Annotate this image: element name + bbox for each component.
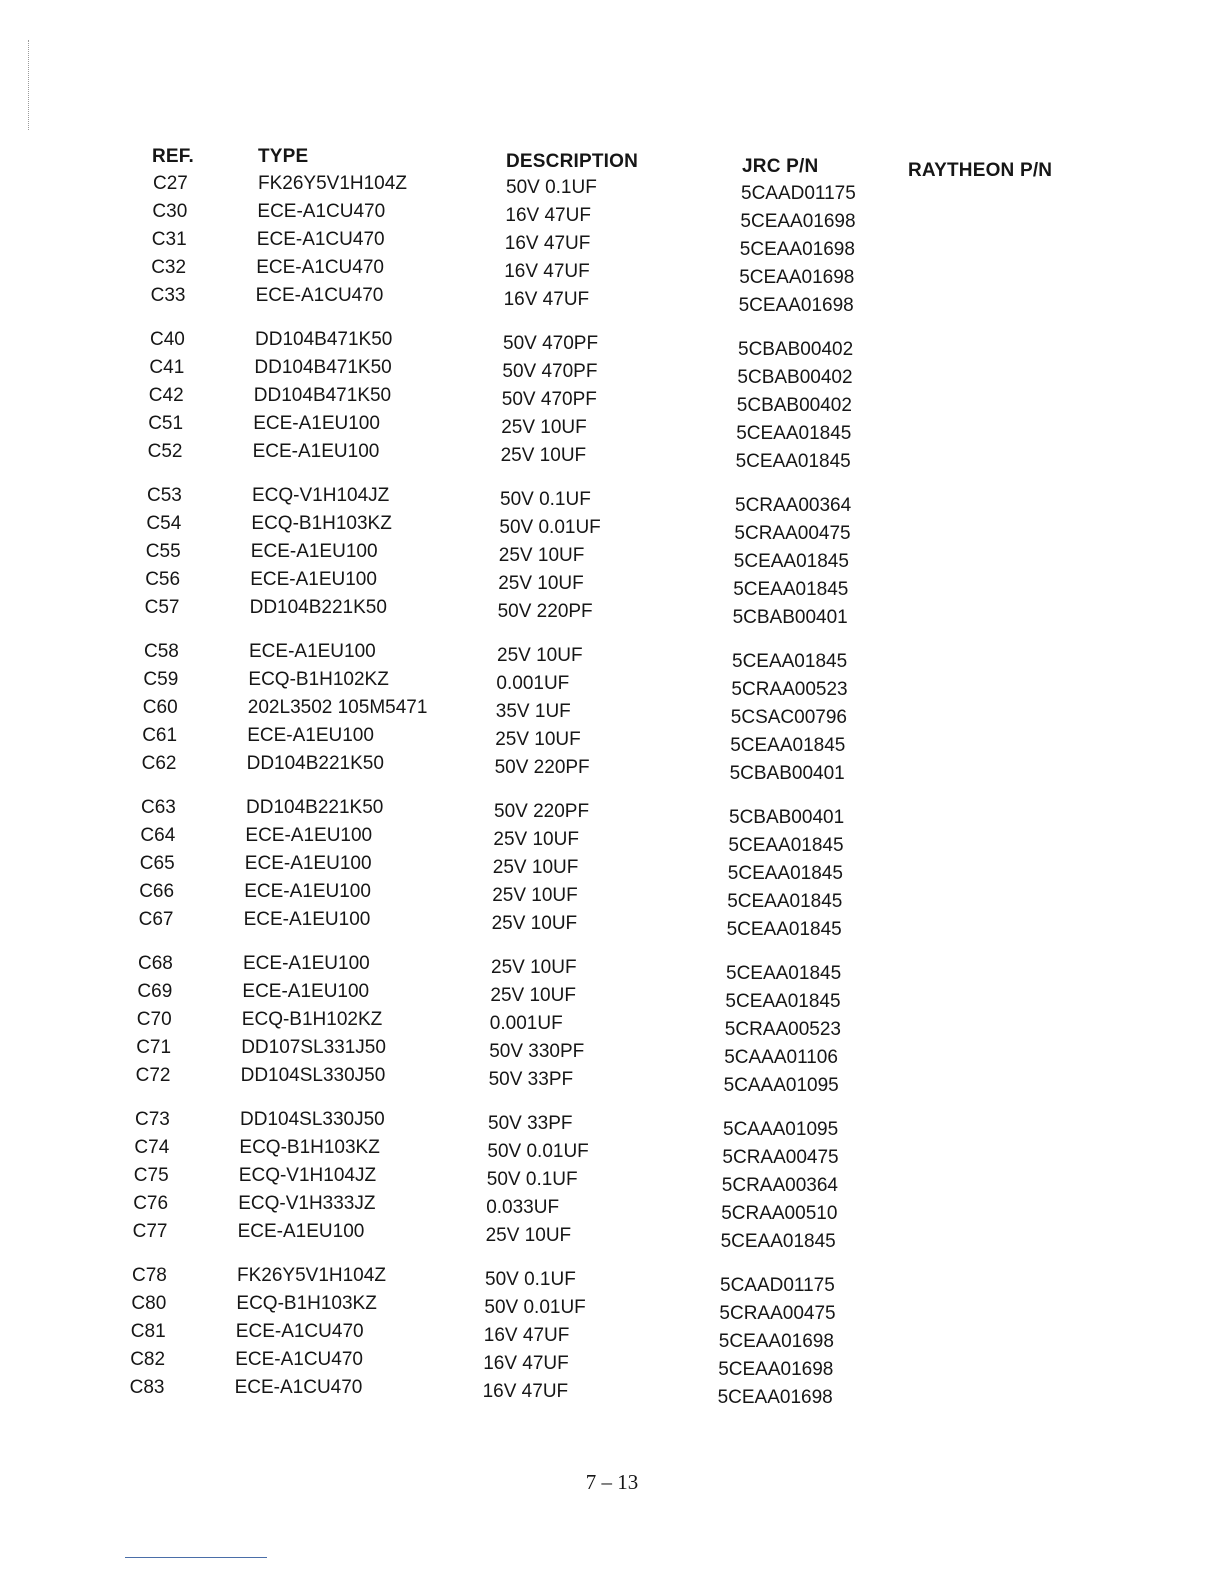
table-row — [0, 597, 1216, 628]
type-cell: DD104SL330J50 — [240, 1109, 385, 1130]
ref-cell: C75 — [133, 1165, 169, 1186]
type-cell: DD104B221K50 — [246, 797, 384, 818]
jrc-pn-cell: 5CEAA01845 — [730, 735, 846, 756]
description-cell: 25V 10UF — [500, 445, 587, 466]
ref-cell: C82 — [130, 1349, 166, 1370]
type-cell: 202L3502 105M5471 — [247, 697, 428, 718]
table-row — [0, 1065, 1207, 1096]
ref-cell: C65 — [139, 853, 175, 874]
jrc-pn-cell: 5CEAA01845 — [727, 891, 843, 912]
ref-cell: C76 — [133, 1193, 169, 1214]
ref-cell: C27 — [153, 173, 188, 194]
table-row — [0, 669, 1214, 700]
table-row — [0, 329, 1221, 360]
jrc-pn-cell: 5CEAA01845 — [732, 651, 848, 672]
type-cell: ECE-A1EU100 — [242, 981, 370, 1002]
description-cell: 25V 10UF — [485, 1225, 572, 1246]
jrc-pn-cell: 5CEAA01845 — [733, 551, 849, 572]
ref-cell: C42 — [148, 385, 184, 406]
ref-cell: C60 — [142, 697, 178, 718]
jrc-pn-cell: 5CRAA00475 — [734, 523, 851, 544]
description-cell: 0.001UF — [496, 673, 570, 694]
jrc-pn-cell: 5CEAA01698 — [718, 1359, 834, 1380]
table-row — [0, 641, 1215, 672]
jrc-pn-cell: 5CEAA01845 — [735, 451, 851, 472]
description-cell: 16V 47UF — [483, 1353, 569, 1374]
ref-cell: C66 — [139, 881, 175, 902]
jrc-pn-cell: 5CRAA00523 — [724, 1019, 842, 1040]
jrc-pn-cell: 5CEAA01698 — [739, 267, 855, 288]
table-row — [0, 1009, 1208, 1040]
jrc-pn-cell: 5CRAA00364 — [721, 1175, 839, 1196]
type-cell: ECQ-B1H103KZ — [239, 1137, 380, 1158]
jrc-pn-cell: 5CRAA00475 — [722, 1147, 839, 1168]
table-row — [0, 285, 1222, 316]
type-cell: ECE-A1EU100 — [244, 853, 372, 874]
description-cell: 25V 10UF — [497, 645, 583, 666]
type-cell: ECE-A1EU100 — [252, 441, 380, 462]
ref-cell: C81 — [130, 1321, 166, 1342]
type-cell: ECQ-V1H104JZ — [238, 1165, 377, 1186]
description-cell: 50V 0.1UF — [486, 1169, 578, 1190]
table-row — [0, 485, 1218, 516]
ref-cell: C70 — [136, 1009, 172, 1030]
description-cell: 16V 47UF — [504, 261, 590, 282]
type-cell: ECE-A1CU470 — [256, 229, 385, 250]
description-cell: 16V 47UF — [505, 205, 591, 226]
description-cell: 50V 330PF — [489, 1041, 585, 1062]
ref-cell: C59 — [143, 669, 179, 690]
ref-cell: C58 — [144, 641, 179, 662]
table-row — [0, 981, 1208, 1012]
type-cell: ECE-A1EU100 — [244, 881, 371, 902]
description-cell: 50V 0.1UF — [506, 177, 597, 198]
table-row — [0, 413, 1219, 444]
footnote-rule — [125, 1557, 267, 1558]
type-cell: ECQ-V1H333JZ — [238, 1193, 376, 1214]
ref-cell: C74 — [134, 1137, 170, 1158]
jrc-pn-cell: 5CEAA01698 — [739, 239, 855, 260]
description-cell: 50V 470PF — [501, 389, 597, 410]
description-cell: 25V 10UF — [492, 857, 579, 878]
table-row — [0, 257, 1222, 288]
table-row — [0, 357, 1220, 388]
table-row — [0, 753, 1213, 784]
table-row — [0, 1377, 1201, 1408]
ref-cell: C83 — [129, 1377, 165, 1398]
type-cell: ECE-A1EU100 — [247, 725, 374, 746]
description-cell: 50V 0.01UF — [487, 1141, 589, 1162]
ref-cell: C54 — [146, 513, 182, 534]
type-cell: ECQ-B1H103KZ — [236, 1293, 377, 1314]
jrc-pn-cell: 5CAAA01095 — [723, 1119, 839, 1140]
ref-cell: C67 — [138, 909, 174, 930]
ref-cell: C61 — [142, 725, 178, 746]
ref-cell: C30 — [152, 201, 188, 222]
jrc-pn-cell: 5CAAA01106 — [724, 1047, 838, 1068]
type-cell: DD104B471K50 — [254, 357, 392, 378]
ref-cell: C62 — [141, 753, 177, 774]
ref-cell: C64 — [140, 825, 176, 846]
table-row — [0, 697, 1214, 728]
jrc-pn-cell: 5CRAA00475 — [719, 1303, 836, 1324]
ref-cell: C40 — [150, 329, 185, 350]
ref-cell: C78 — [132, 1265, 167, 1286]
type-cell: DD107SL331J50 — [241, 1037, 386, 1058]
table-row — [0, 1321, 1202, 1352]
header-jrc-pn: JRC P/N — [742, 156, 819, 177]
table-row — [0, 725, 1213, 756]
table-row — [0, 1221, 1204, 1252]
ref-cell: C68 — [138, 953, 173, 974]
jrc-pn-cell: 5CBAB00402 — [738, 339, 854, 360]
ref-cell: C63 — [141, 797, 176, 818]
description-cell: 50V 0.1UF — [500, 489, 591, 510]
table-row — [0, 1265, 1203, 1296]
ref-cell: C32 — [151, 257, 187, 278]
table-row — [0, 229, 1223, 260]
jrc-pn-cell: 5CEAA01698 — [738, 295, 854, 316]
jrc-pn-cell: 5CBAB00401 — [729, 763, 845, 784]
header-ref: REF. — [152, 146, 194, 167]
jrc-pn-cell: 5CBAB00402 — [736, 395, 852, 416]
description-cell: 16V 47UF — [483, 1325, 570, 1346]
table-row — [0, 385, 1220, 416]
type-cell: ECE-A1CU470 — [255, 285, 384, 306]
jrc-pn-cell: 5CEAA01845 — [728, 835, 844, 856]
description-cell: 50V 33PF — [488, 1113, 573, 1134]
description-cell: 50V 470PF — [502, 361, 598, 382]
type-cell: ECE-A1EU100 — [253, 413, 380, 434]
description-cell: 50V 220PF — [494, 801, 590, 822]
type-cell: ECE-A1CU470 — [234, 1377, 363, 1398]
jrc-pn-cell: 5CAAD01175 — [741, 183, 856, 204]
description-cell: 16V 47UF — [503, 289, 590, 310]
type-cell: DD104B471K50 — [253, 385, 392, 406]
description-cell: 25V 10UF — [495, 729, 581, 750]
jrc-pn-cell: 5CAAA01095 — [723, 1075, 839, 1096]
type-cell: ECE-A1EU100 — [250, 569, 377, 590]
table-row — [0, 1165, 1205, 1196]
jrc-pn-cell: 5CSAC00796 — [730, 707, 848, 728]
type-cell: DD104B221K50 — [249, 597, 387, 618]
type-cell: ECE-A1CU470 — [256, 257, 384, 278]
type-cell: ECE-A1EU100 — [237, 1221, 365, 1242]
jrc-pn-cell: 5CEAA01845 — [736, 423, 852, 444]
jrc-pn-cell: 5CBAB00401 — [729, 807, 845, 828]
description-cell: 35V 1UF — [495, 701, 571, 722]
type-cell: ECE-A1EU100 — [250, 541, 378, 562]
ref-cell: C33 — [150, 285, 186, 306]
table-row — [0, 1193, 1204, 1224]
jrc-pn-cell: 5CRAA00510 — [721, 1203, 838, 1224]
description-cell: 0.033UF — [486, 1197, 560, 1218]
table-row — [0, 1037, 1207, 1068]
ref-cell: C80 — [131, 1293, 167, 1314]
type-cell: DD104B221K50 — [246, 753, 384, 774]
description-cell: 25V 10UF — [501, 417, 587, 438]
description-cell: 16V 47UF — [504, 233, 591, 254]
table-row — [0, 541, 1217, 572]
type-cell: ECE-A1CU470 — [235, 1349, 363, 1370]
type-cell: ECQ-B1H102KZ — [248, 669, 389, 690]
ref-cell: C57 — [144, 597, 180, 618]
type-cell: DD104B471K50 — [255, 329, 393, 350]
description-cell: 50V 0.01UF — [484, 1297, 586, 1318]
type-cell: ECE-A1EU100 — [243, 909, 371, 930]
table-row — [0, 1109, 1206, 1140]
page-number: 7 – 13 — [585, 1470, 639, 1494]
description-cell: 50V 0.01UF — [499, 517, 601, 538]
description-cell: 16V 47UF — [482, 1381, 569, 1402]
table-row — [0, 1349, 1201, 1380]
jrc-pn-cell: 5CEAA01698 — [718, 1331, 834, 1352]
description-cell: 50V 220PF — [494, 757, 590, 778]
header-description: DESCRIPTION — [506, 151, 639, 172]
description-cell: 25V 10UF — [491, 957, 577, 978]
description-cell: 25V 10UF — [498, 545, 585, 566]
table-row — [0, 513, 1217, 544]
description-cell: 25V 10UF — [490, 985, 576, 1006]
description-cell: 25V 10UF — [492, 885, 578, 906]
type-cell: ECQ-B1H103KZ — [251, 513, 392, 534]
type-cell: ECQ-B1H102KZ — [241, 1009, 383, 1030]
ref-cell: C72 — [135, 1065, 171, 1086]
description-cell: 25V 10UF — [491, 913, 578, 934]
table-row — [0, 797, 1212, 828]
table-row — [0, 441, 1219, 472]
ref-cell: C53 — [147, 485, 182, 506]
table-row — [0, 825, 1211, 856]
ref-cell: C77 — [132, 1221, 168, 1242]
type-cell: DD104SL330J50 — [240, 1065, 386, 1086]
ref-cell: C31 — [151, 229, 187, 250]
jrc-pn-cell: 5CEAA01845 — [726, 919, 842, 940]
description-cell: 50V 470PF — [503, 333, 599, 354]
type-cell: ECE-A1EU100 — [249, 641, 376, 662]
jrc-pn-cell: 5CRAA00523 — [731, 679, 848, 700]
description-cell: 25V 10UF — [498, 573, 584, 594]
description-cell: 0.001UF — [489, 1013, 563, 1034]
type-cell: ECE-A1CU470 — [257, 201, 386, 222]
description-cell: 50V 0.1UF — [485, 1269, 576, 1290]
ref-cell: C52 — [147, 441, 183, 462]
jrc-pn-cell: 5CBAB00401 — [732, 607, 848, 628]
ref-cell: C69 — [137, 981, 173, 1002]
jrc-pn-cell: 5CAAD01175 — [720, 1275, 835, 1296]
header-raytheon-pn: RAYTHEON P/N — [908, 160, 1053, 181]
table-row — [0, 953, 1209, 984]
ref-cell: C55 — [145, 541, 181, 562]
jrc-pn-cell: 5CEAA01845 — [720, 1231, 836, 1252]
jrc-pn-cell: 5CEAA01698 — [740, 211, 856, 232]
table-row — [0, 853, 1211, 884]
ref-cell: C51 — [148, 413, 184, 434]
ref-cell: C41 — [149, 357, 185, 378]
header-type: TYPE — [258, 146, 309, 167]
table-row — [0, 1137, 1205, 1168]
table-row — [0, 1293, 1202, 1324]
type-cell: FK26Y5V1H104Z — [258, 173, 407, 194]
jrc-pn-cell: 5CBAB00402 — [737, 367, 853, 388]
table-row — [0, 201, 1223, 232]
table-row — [0, 569, 1216, 600]
type-cell: ECE-A1EU100 — [245, 825, 373, 846]
type-cell: ECE-A1EU100 — [243, 953, 370, 974]
ref-cell: C73 — [135, 1109, 170, 1130]
table-row — [0, 881, 1210, 912]
table-row — [0, 173, 1224, 204]
jrc-pn-cell: 5CEAA01845 — [727, 863, 843, 884]
type-cell: ECE-A1CU470 — [235, 1321, 364, 1342]
jrc-pn-cell: 5CEAA01698 — [717, 1387, 833, 1408]
scan-margin-marks — [28, 40, 30, 130]
type-cell: ECQ-V1H104JZ — [252, 485, 390, 506]
jrc-pn-cell: 5CEAA01845 — [725, 991, 841, 1012]
ref-cell: C56 — [145, 569, 181, 590]
jrc-pn-cell: 5CEAA01845 — [733, 579, 849, 600]
jrc-pn-cell: 5CRAA00364 — [735, 495, 852, 516]
type-cell: FK26Y5V1H104Z — [237, 1265, 386, 1286]
table-row — [0, 909, 1210, 940]
description-cell: 50V 220PF — [497, 601, 593, 622]
description-cell: 25V 10UF — [493, 829, 579, 850]
description-cell: 50V 33PF — [488, 1069, 574, 1090]
ref-cell: C71 — [136, 1037, 172, 1058]
jrc-pn-cell: 5CEAA01845 — [726, 963, 842, 984]
